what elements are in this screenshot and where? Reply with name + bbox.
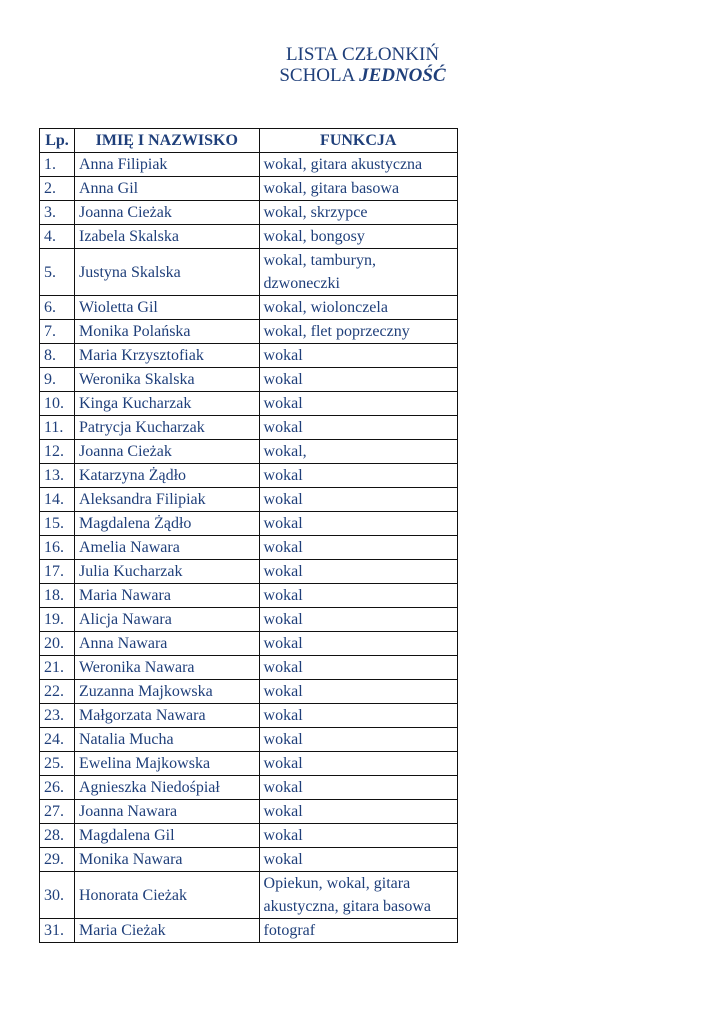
cell-function: wokal, flet poprzeczny (259, 320, 457, 344)
cell-lp: 22. (40, 680, 75, 704)
cell-function: wokal (259, 752, 457, 776)
cell-function: wokal, gitara akustyczna (259, 153, 457, 177)
cell-name: Justyna Skalska (74, 249, 259, 296)
table-row (40, 800, 458, 824)
cell-name: Joanna Cieżak (74, 201, 259, 225)
cell-lp: 15. (40, 512, 75, 536)
cell-name: Anna Nawara (74, 632, 259, 656)
cell-function: Opiekun, wokal, gitara akustyczna, gitara basowa (259, 872, 457, 919)
cell-lp: 30. (40, 872, 75, 919)
cell-function: wokal, bongosy (259, 225, 457, 249)
cell-function: wokal (259, 584, 457, 608)
cell-lp: 4. (40, 225, 75, 249)
table-row (40, 919, 458, 943)
cell-name: Natalia Mucha (74, 728, 259, 752)
cell-name: Maria Cieżak (74, 919, 259, 943)
table-row (40, 392, 458, 416)
cell-lp: 10. (40, 392, 75, 416)
cell-name: Honorata Cieżak (74, 872, 259, 919)
cell-name: Amelia Nawara (74, 536, 259, 560)
cell-function: wokal (259, 464, 457, 488)
cell-name: Agnieszka Niedośpiał (74, 776, 259, 800)
cell-lp: 5. (40, 249, 75, 296)
cell-lp: 20. (40, 632, 75, 656)
cell-lp: 8. (40, 344, 75, 368)
cell-lp: 23. (40, 704, 75, 728)
table-row (40, 848, 458, 872)
cell-name: Magdalena Gil (74, 824, 259, 848)
table-row (40, 344, 458, 368)
cell-name: Ewelina Majkowska (74, 752, 259, 776)
cell-name: Joanna Nawara (74, 800, 259, 824)
title-line-2-emphasis: JEDNOŚĆ (359, 65, 446, 86)
cell-lp: 21. (40, 656, 75, 680)
cell-function: wokal (259, 704, 457, 728)
cell-lp: 25. (40, 752, 75, 776)
cell-name: Patrycja Kucharzak (74, 416, 259, 440)
cell-name: Magdalena Żądło (74, 512, 259, 536)
cell-function: wokal (259, 680, 457, 704)
cell-function: wokal (259, 608, 457, 632)
cell-function: wokal (259, 560, 457, 584)
title-line-2-prefix: SCHOLA (279, 65, 360, 86)
table-row (40, 560, 458, 584)
cell-lp: 27. (40, 800, 75, 824)
cell-function: fotograf (259, 919, 457, 943)
cell-lp: 31. (40, 919, 75, 943)
cell-function: wokal (259, 824, 457, 848)
cell-name: Izabela Skalska (74, 225, 259, 249)
cell-lp: 28. (40, 824, 75, 848)
cell-name: Maria Nawara (74, 584, 259, 608)
cell-function: wokal, (259, 440, 457, 464)
cell-function: wokal (259, 536, 457, 560)
table-row (40, 464, 458, 488)
cell-name: Zuzanna Majkowska (74, 680, 259, 704)
cell-function: wokal, wiolonczela (259, 296, 457, 320)
table-row (40, 153, 458, 177)
table-row (40, 608, 458, 632)
cell-lp: 12. (40, 440, 75, 464)
cell-lp: 29. (40, 848, 75, 872)
table-row (40, 225, 458, 249)
cell-lp: 26. (40, 776, 75, 800)
table-row (40, 632, 458, 656)
cell-function: wokal (259, 416, 457, 440)
table-row (40, 201, 458, 225)
cell-function: wokal (259, 776, 457, 800)
header-lp: Lp. (40, 129, 75, 153)
cell-function: wokal (259, 368, 457, 392)
cell-lp: 13. (40, 464, 75, 488)
document-title (0, 44, 725, 86)
table-row (40, 728, 458, 752)
cell-function: wokal (259, 344, 457, 368)
table-row (40, 536, 458, 560)
table-row (40, 488, 458, 512)
title-line-2 (0, 65, 725, 86)
table-row (40, 680, 458, 704)
cell-name: Monika Polańska (74, 320, 259, 344)
cell-name: Monika Nawara (74, 848, 259, 872)
cell-lp: 16. (40, 536, 75, 560)
table-row (40, 249, 458, 296)
cell-lp: 6. (40, 296, 75, 320)
table-body (40, 153, 458, 943)
cell-name: Małgorzata Nawara (74, 704, 259, 728)
table-row (40, 416, 458, 440)
cell-name: Anna Filipiak (74, 153, 259, 177)
cell-name: Katarzyna Żądło (74, 464, 259, 488)
cell-name: Joanna Cieżak (74, 440, 259, 464)
table-row (40, 824, 458, 848)
table-row (40, 776, 458, 800)
title-line-1: LISTA CZŁONKIŃ (285, 44, 440, 65)
cell-name: Weronika Nawara (74, 656, 259, 680)
table-row (40, 368, 458, 392)
cell-name: Aleksandra Filipiak (74, 488, 259, 512)
cell-function: wokal, skrzypce (259, 201, 457, 225)
cell-function: wokal (259, 512, 457, 536)
cell-function: wokal (259, 392, 457, 416)
table-row (40, 704, 458, 728)
table-row (40, 512, 458, 536)
cell-lp: 7. (40, 320, 75, 344)
table-row (40, 872, 458, 919)
cell-function: wokal, tamburyn, dzwoneczki (259, 249, 457, 296)
cell-name: Alicja Nawara (74, 608, 259, 632)
cell-name: Kinga Kucharzak (74, 392, 259, 416)
table-row (40, 320, 458, 344)
cell-function: wokal (259, 632, 457, 656)
table-row (40, 440, 458, 464)
header-function: FUNKCJA (259, 129, 457, 153)
cell-lp: 24. (40, 728, 75, 752)
members-table (39, 128, 458, 943)
cell-lp: 17. (40, 560, 75, 584)
cell-name: Wioletta Gil (74, 296, 259, 320)
table-row (40, 296, 458, 320)
cell-function: wokal (259, 488, 457, 512)
cell-lp: 1. (40, 153, 75, 177)
cell-name: Weronika Skalska (74, 368, 259, 392)
table-row (40, 177, 458, 201)
cell-function: wokal (259, 656, 457, 680)
cell-lp: 9. (40, 368, 75, 392)
cell-lp: 18. (40, 584, 75, 608)
table-row (40, 656, 458, 680)
cell-lp: 14. (40, 488, 75, 512)
cell-lp: 3. (40, 201, 75, 225)
cell-lp: 11. (40, 416, 75, 440)
cell-name: Julia Kucharzak (74, 560, 259, 584)
table-row (40, 584, 458, 608)
table-header-row (40, 129, 458, 153)
cell-function: wokal (259, 848, 457, 872)
cell-lp: 2. (40, 177, 75, 201)
cell-function: wokal (259, 728, 457, 752)
cell-name: Maria Krzysztofiak (74, 344, 259, 368)
cell-function: wokal, gitara basowa (259, 177, 457, 201)
cell-function: wokal (259, 800, 457, 824)
table-row (40, 752, 458, 776)
cell-lp: 19. (40, 608, 75, 632)
cell-name: Anna Gil (74, 177, 259, 201)
header-name: IMIĘ I NAZWISKO (74, 129, 259, 153)
